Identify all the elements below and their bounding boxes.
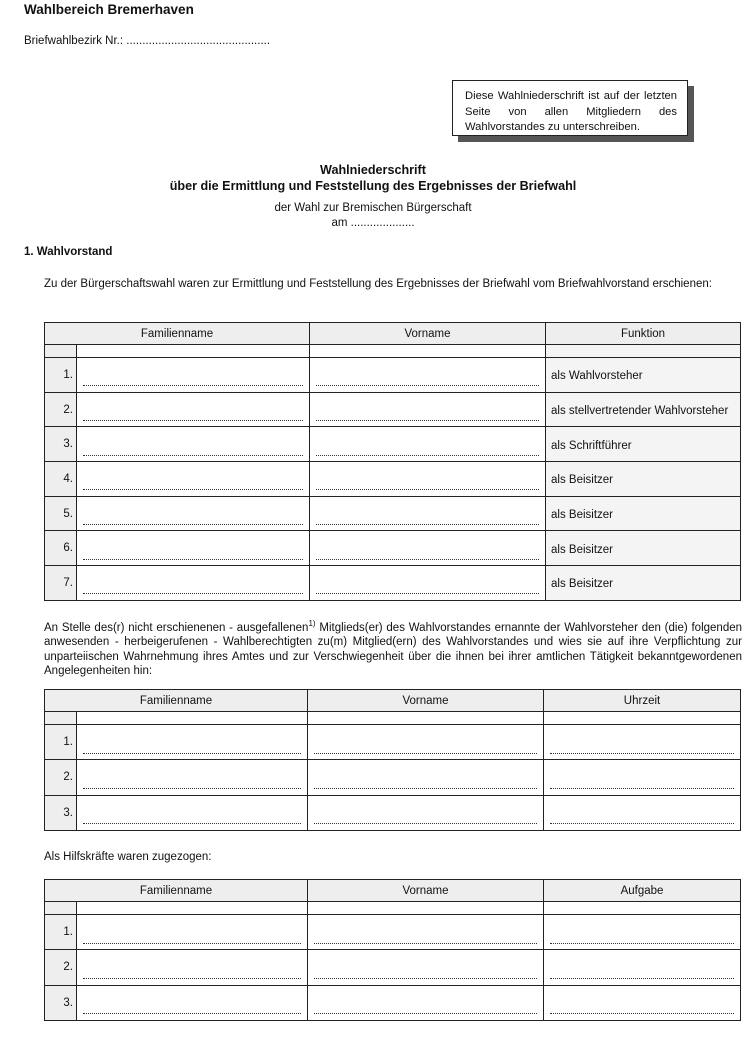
vorname-field[interactable] — [310, 358, 546, 393]
table-row — [45, 496, 741, 531]
vorname-field[interactable] — [310, 566, 546, 601]
uhrzeit-field[interactable] — [544, 725, 741, 760]
function-label: als Beisitzer — [546, 566, 741, 601]
row-number: 2. — [45, 760, 77, 795]
table-row — [45, 915, 741, 950]
table-row — [45, 795, 741, 830]
row-number: 1. — [45, 358, 77, 393]
row-number: 5. — [45, 496, 77, 531]
uhrzeit-field[interactable] — [544, 795, 741, 830]
familienname-field[interactable] — [77, 950, 308, 985]
col-header-uhrzeit: Uhrzeit — [544, 690, 741, 712]
table-row — [45, 531, 741, 566]
signature-notice-box: Diese Wahlniederschrift ist auf der letzten Seite von allen Mitgliedern des Wahlvorstandes zu unterschreiben. — [452, 80, 688, 136]
table-row — [45, 985, 741, 1020]
table-row — [45, 760, 741, 795]
table-row — [45, 950, 741, 985]
col-header-familienname: Familienname — [45, 323, 310, 345]
table-row — [45, 462, 741, 497]
col-header-funktion: Funktion — [546, 323, 741, 345]
row-number: 4. — [45, 462, 77, 497]
para2-text-b: Mitglieds(er) des Wahlvorstandes ernannte der Wahlvorsteher den (die) folgenden anwesenden - herbeigerufenen - Wahlberechtigten zu(m) Mitglied(ern) des Wahlvorstandes und wies sie auf ihre Verpflichtung zur unparteiischen Wahrnehmung ihres Amtes und zur Verschwiegenheit über die ihnen bei ihrer amtlichen Tätigkeit bekanntgewordenen Angelegenheiten hin: — [44, 621, 743, 678]
vorname-field[interactable] — [308, 985, 544, 1020]
vorname-field[interactable] — [310, 462, 546, 497]
table-row — [45, 427, 741, 462]
function-label: als Wahlvorsteher — [546, 358, 741, 393]
vorname-field[interactable] — [308, 760, 544, 795]
familienname-field[interactable] — [77, 496, 310, 531]
row-number: 3. — [45, 427, 77, 462]
document-title-line2: über die Ermittlung und Feststellung des Ergebnisses der Briefwahl — [169, 179, 577, 193]
col-header-vorname: Vorname — [308, 880, 544, 902]
table-row — [45, 392, 741, 427]
col-header-vorname: Vorname — [308, 690, 544, 712]
table-row — [45, 566, 741, 601]
para2-text-a: An Stelle des(r) nicht erschienenen - ausgefallenen — [44, 621, 309, 634]
vorname-field[interactable] — [310, 392, 546, 427]
replacement-members-paragraph — [44, 617, 742, 679]
election-date-field[interactable]: am .................... — [331, 216, 415, 229]
row-number: 2. — [45, 392, 77, 427]
row-number: 1. — [45, 915, 77, 950]
col-header-aufgabe: Aufgabe — [544, 880, 741, 902]
function-label: als Schriftführer — [546, 427, 741, 462]
col-header-familienname: Familienname — [45, 690, 308, 712]
familienname-field[interactable] — [77, 531, 310, 566]
board-members-table — [44, 322, 741, 601]
aufgabe-field[interactable] — [544, 950, 741, 985]
row-number: 3. — [45, 985, 77, 1020]
familienname-field[interactable] — [77, 427, 310, 462]
familienname-field[interactable] — [77, 725, 308, 760]
table-row — [45, 358, 741, 393]
footnote-marker: 1) — [308, 619, 316, 628]
row-number: 1. — [45, 725, 77, 760]
aufgabe-field[interactable] — [544, 915, 741, 950]
uhrzeit-field[interactable] — [544, 760, 741, 795]
vorname-field[interactable] — [310, 427, 546, 462]
vorname-field[interactable] — [308, 915, 544, 950]
table-row — [45, 725, 741, 760]
intro-paragraph: Zu der Bürgerschaftswahl waren zur Ermittlung und Feststellung des Ergebnisses der Briefwahl vom Briefwahlvorstand erschienen: — [44, 278, 712, 290]
familienname-field[interactable] — [77, 566, 310, 601]
col-header-familienname: Familienname — [45, 880, 308, 902]
document-title — [0, 162, 746, 194]
familienname-field[interactable] — [77, 915, 308, 950]
function-label: als Beisitzer — [546, 462, 741, 497]
familienname-field[interactable] — [77, 392, 310, 427]
familienname-field[interactable] — [77, 795, 308, 830]
helpers-intro: Als Hilfskräfte waren zugezogen: — [44, 851, 212, 863]
election-name: der Wahl zur Bremischen Bürgerschaft — [274, 202, 472, 214]
document-title-line1: Wahlniederschrift — [320, 163, 426, 177]
familienname-field[interactable] — [77, 462, 310, 497]
replacement-members-table — [44, 689, 741, 831]
familienname-field[interactable] — [77, 358, 310, 393]
vorname-field[interactable] — [308, 795, 544, 830]
familienname-field[interactable] — [77, 985, 308, 1020]
row-number: 2. — [45, 950, 77, 985]
vorname-field[interactable] — [310, 531, 546, 566]
region-title: Wahlbereich Bremerhaven — [24, 2, 194, 17]
vorname-field[interactable] — [310, 496, 546, 531]
vorname-field[interactable] — [308, 725, 544, 760]
district-number-field[interactable]: Briefwahlbezirk Nr.: ............................................. — [24, 35, 271, 47]
section-heading: 1. Wahlvorstand — [24, 246, 113, 258]
function-label: als stellvertretender Wahlvorsteher — [546, 392, 741, 427]
vorname-field[interactable] — [308, 950, 544, 985]
row-number: 3. — [45, 795, 77, 830]
row-number: 6. — [45, 531, 77, 566]
function-label: als Beisitzer — [546, 496, 741, 531]
familienname-field[interactable] — [77, 760, 308, 795]
row-number: 7. — [45, 566, 77, 601]
aufgabe-field[interactable] — [544, 985, 741, 1020]
document-subtitle — [0, 201, 746, 230]
helpers-table — [44, 879, 741, 1021]
col-header-vorname: Vorname — [310, 323, 546, 345]
function-label: als Beisitzer — [546, 531, 741, 566]
